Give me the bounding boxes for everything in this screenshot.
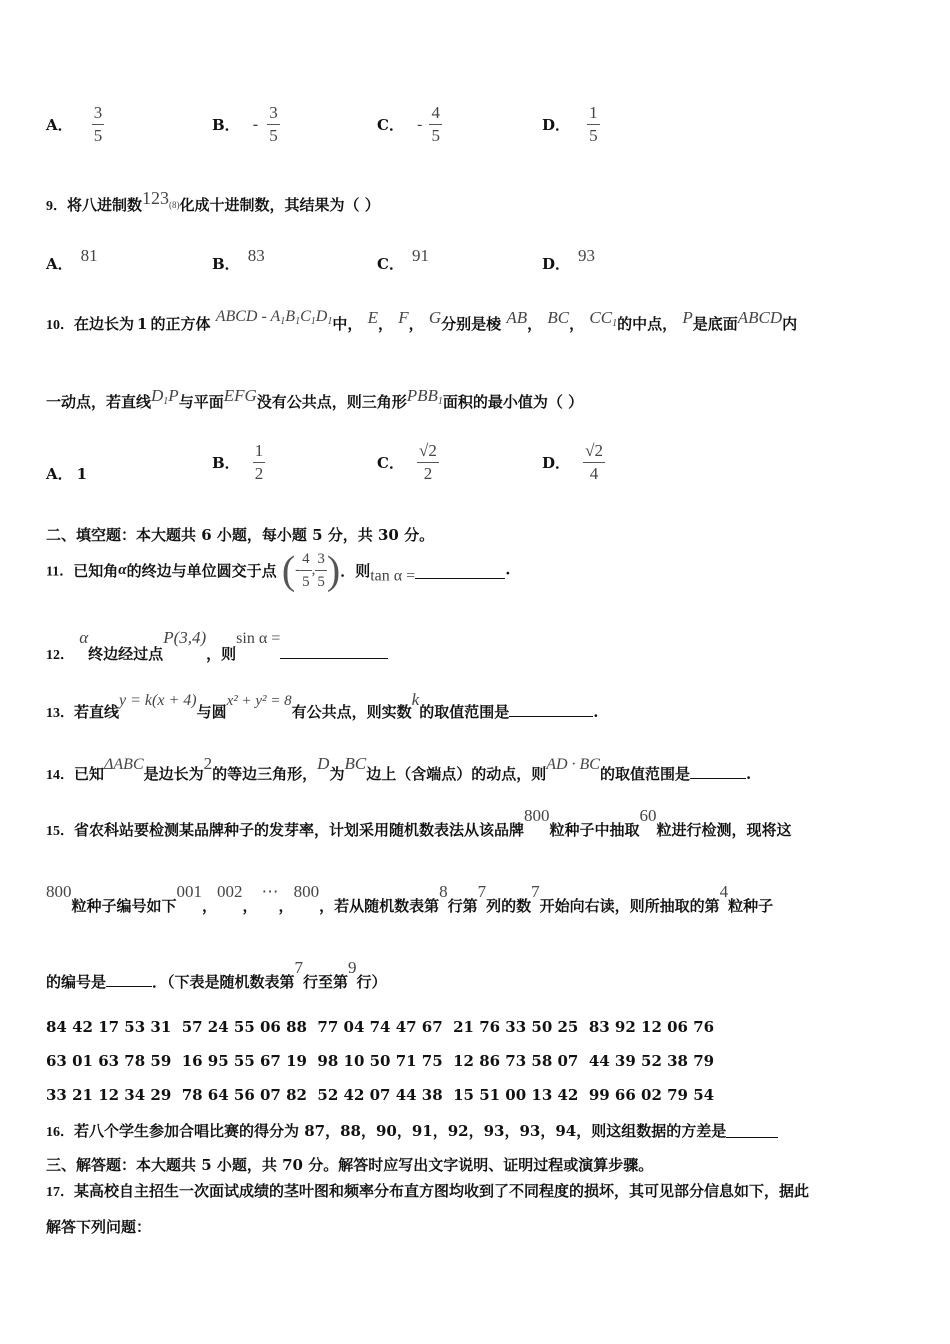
table-row-end: 9 <box>348 958 357 977</box>
side-bc: BC <box>344 754 367 773</box>
q15-text: 的编号是 <box>46 973 107 991</box>
q15-text: 粒种子 <box>728 897 774 915</box>
q10-text: 的正方体 <box>150 315 211 333</box>
question-number: 16． <box>46 1125 74 1140</box>
q10-text: 一动点，若直线 <box>46 393 152 411</box>
numerator: √2 <box>417 440 439 463</box>
code-002: 002 <box>217 882 243 901</box>
fraction <box>267 102 280 147</box>
question-10-line-1 <box>46 308 797 334</box>
question-17-line-1 <box>46 1180 809 1201</box>
numerator: 4 <box>300 548 312 571</box>
comma: ， <box>278 897 294 915</box>
numerator: √2 <box>583 440 605 463</box>
answer-blank[interactable] <box>726 1123 778 1138</box>
q10-text: 中， <box>332 315 363 333</box>
q13-text: 有公共点，则实数 <box>291 703 412 721</box>
denominator: 2 <box>254 464 264 483</box>
option-label: D． <box>542 454 571 472</box>
option-label: A． <box>46 465 73 483</box>
circle-equation: x² + y² = 8 <box>226 693 292 709</box>
period: . <box>593 703 599 721</box>
denominator: 5 <box>431 126 440 145</box>
random-table-row: 33 21 12 34 29 78 64 56 07 82 52 42 07 44 38 15 51 00 13 42 99 66 02 79 54 <box>46 1086 715 1104</box>
q17-text: 某高校自主招生一次面试成绩的茎叶图和频率分布直方图均收到了不同程度的损坏，其可见部分信息如下，据此 <box>74 1182 810 1200</box>
q9-option-c <box>377 246 429 274</box>
denominator: 4 <box>589 464 599 483</box>
q9-base: (8) <box>169 200 180 210</box>
triangle-abc: ΔABC <box>104 756 144 773</box>
numerator: 1 <box>253 440 266 463</box>
minus-sign: - <box>417 115 423 133</box>
comma: ， <box>408 315 424 333</box>
base-abcd: ABCD <box>737 308 783 327</box>
q10-option-b <box>212 440 265 485</box>
q16-text: 若八个学生参加合唱比赛的得分为 87，88，90，91，92，93，93，94，则这组数据的方差是 <box>74 1122 727 1140</box>
q10-option-c <box>377 440 439 485</box>
option-label: D． <box>542 116 571 134</box>
tan-expression: tan α = <box>370 567 416 585</box>
comma: ， <box>569 315 585 333</box>
cube-name: ABCD - $A_1B_1C_1D_1$ <box>215 308 333 327</box>
edge-cc-label: CC <box>589 308 613 327</box>
line-d1p: $D_1P$ <box>151 386 179 407</box>
section-2-heading: 二、填空题：本大题共 6 小题，每小题 5 分，共 30 分。 <box>46 526 435 544</box>
q15-text: 省农科站要检测某品牌种子的发芽率，计划采用随机数表法从该品牌 <box>74 821 525 839</box>
option-label: B． <box>212 255 240 273</box>
question-13 <box>46 690 598 722</box>
q9-option-a <box>46 246 98 274</box>
q9-text: 将八进制数 <box>67 196 143 214</box>
question-number: 12． <box>46 648 74 663</box>
d-label: D <box>151 386 164 405</box>
q10-text: 在边长为 <box>74 315 135 333</box>
sin-expression: sin α = <box>236 630 281 647</box>
q11-text: 已知角 <box>73 562 119 580</box>
option-label: B． <box>212 116 240 134</box>
question-15-line-1 <box>46 806 792 840</box>
q15-text: 列的数 <box>486 897 532 915</box>
q15-text: 行） <box>356 973 387 991</box>
question-15-line-2 <box>46 882 773 916</box>
q10-text: 1 <box>137 315 148 333</box>
answer-blank[interactable] <box>509 702 593 717</box>
question-number: 11． <box>46 564 74 580</box>
side-length: 2 <box>203 754 213 773</box>
q10-text: 内 <box>782 315 798 333</box>
question-number: 17． <box>46 1185 74 1200</box>
numerator: 4 <box>429 102 442 125</box>
fourth-number: 4 <box>719 882 729 901</box>
q15-text: 开始向右读，则所抽取的第 <box>539 897 720 915</box>
comma: ， <box>377 315 393 333</box>
q11-text: 的终边与单位圆交于点 <box>126 562 277 580</box>
period: . <box>746 765 752 783</box>
q9-option-b <box>212 246 265 274</box>
question-10-line-2 <box>46 386 583 412</box>
denominator: 5 <box>269 126 278 145</box>
q10-text: 没有公共点，则三角形 <box>256 393 407 411</box>
variable-k: k <box>411 690 420 709</box>
q11-text: ．则 <box>340 562 371 580</box>
q15-text: ，若从随机数表第 <box>319 897 440 915</box>
q8-option-c <box>377 102 442 147</box>
q10-text: 是底面 <box>692 315 738 333</box>
question-number: 9． <box>46 199 67 214</box>
point-e: E <box>367 308 378 327</box>
point-p: P <box>682 308 693 327</box>
left-paren: ( <box>281 547 296 593</box>
fraction <box>253 440 266 485</box>
option-label: A． <box>46 116 73 134</box>
q8-option-a <box>46 102 104 147</box>
option-label: B． <box>212 454 240 472</box>
question-number: 13． <box>46 706 74 721</box>
q15-text: 行第 <box>447 897 478 915</box>
section-3-heading: 三、解答题：本大题共 5 小题，共 70 分。解答时应写出文字说明、证明过程或演算步骤。 <box>46 1156 654 1174</box>
point-g: G <box>428 308 442 327</box>
denominator: 2 <box>423 464 433 483</box>
q10-text: 的中点， <box>617 315 678 333</box>
question-12 <box>46 628 388 664</box>
seed-count: 800 <box>46 882 72 901</box>
q9-text-2: 化成十进制数，其结果为（ ） <box>179 196 380 214</box>
option-value: 1 <box>76 465 88 483</box>
alpha-symbol: α <box>79 628 89 647</box>
question-14 <box>46 754 751 784</box>
q15-text: ．（下表是随机数表第 <box>152 973 295 991</box>
minus-sign: - <box>252 115 259 133</box>
numerator: 3 <box>315 548 327 571</box>
option-label: C． <box>377 116 404 134</box>
fraction <box>92 102 105 147</box>
answer-blank[interactable] <box>415 564 505 579</box>
denominator: 5 <box>302 574 310 590</box>
right-paren: ) <box>326 547 341 593</box>
q10-text: 与平面 <box>178 393 224 411</box>
comma: ， <box>202 897 218 915</box>
edge-cc1: $CC_1$ <box>589 308 618 329</box>
option-label: A． <box>46 255 73 273</box>
option-label: D． <box>542 255 571 273</box>
question-number: 15． <box>46 824 74 839</box>
denominator: 5 <box>589 126 598 145</box>
q14-text: 的等边三角形， <box>212 765 318 783</box>
question-number: 14． <box>46 768 74 783</box>
q9-option-d <box>542 246 595 274</box>
q10-option-a <box>46 463 87 484</box>
q13-text: 与圆 <box>196 703 227 721</box>
q9-octal-number: 123 <box>142 188 170 208</box>
q14-text: 为 <box>329 765 345 783</box>
alpha-symbol: α <box>118 562 127 578</box>
q15-text: 粒进行检测，现将这 <box>656 821 792 839</box>
option-value: 93 <box>578 246 596 265</box>
q15-text: 行至第 <box>303 973 349 991</box>
fraction <box>587 102 600 147</box>
point-p: P(3,4) <box>163 628 207 647</box>
question-11 <box>46 548 510 593</box>
comma: , <box>311 562 316 578</box>
q10-text: 分别是棱 <box>441 315 502 333</box>
q15-text: 粒种子中抽取 <box>549 821 640 839</box>
question-15-line-3 <box>46 958 387 992</box>
answer-blank[interactable] <box>690 764 746 779</box>
sample-count: 60 <box>639 806 657 825</box>
question-number: 10． <box>46 318 74 333</box>
q12-text: ，则 <box>206 645 237 663</box>
numerator: 3 <box>92 102 105 125</box>
seed-count: 800 <box>524 806 550 825</box>
q10-option-d <box>542 440 605 485</box>
comma: ， <box>242 897 258 915</box>
answer-blank[interactable] <box>106 972 152 987</box>
line-equation: y = k(x + 4) <box>119 692 197 709</box>
code-800: 800 <box>293 882 320 901</box>
q14-text: 是边长为 <box>143 765 204 783</box>
period: . <box>505 560 511 579</box>
q13-text: 的取值范围是 <box>419 703 510 721</box>
option-value: 91 <box>411 246 429 265</box>
point-d: D <box>317 754 330 773</box>
option-label: C． <box>377 255 404 273</box>
numerator: 1 <box>587 102 600 125</box>
dot-product: AD · BC <box>546 756 600 773</box>
fraction-x <box>300 548 312 593</box>
start-number: 7 <box>531 882 540 901</box>
fraction <box>417 440 439 485</box>
pbb-label: PBB <box>406 386 438 405</box>
edge-ab: AB <box>506 308 528 327</box>
q14-text: 已知 <box>74 765 105 783</box>
question-9 <box>46 188 380 215</box>
option-value: 81 <box>80 246 98 265</box>
denominator: 5 <box>93 126 103 145</box>
fraction <box>583 440 605 485</box>
random-table-row: 63 01 63 78 59 16 95 55 67 19 98 10 50 71 75 12 86 73 58 07 44 39 52 38 79 <box>46 1052 715 1070</box>
q8-option-d <box>542 102 600 147</box>
q15-text: 粒种子编号如下 <box>71 897 177 915</box>
numerator: 3 <box>267 102 280 125</box>
table-row-start: 7 <box>294 958 304 977</box>
edge-bc: BC <box>547 308 570 327</box>
option-value: 83 <box>247 246 265 265</box>
q12-text: 终边经过点 <box>88 645 164 663</box>
q14-text: 边上（含端点）的动点，则 <box>366 765 547 783</box>
cube-label: ABCD - A <box>215 308 281 325</box>
q8-option-b <box>212 102 280 147</box>
ellipsis: ⋯ <box>261 882 279 901</box>
random-table-row: 84 42 17 53 31 57 24 55 06 88 77 04 74 47 67 21 76 33 50 25 83 92 12 06 76 <box>46 1018 715 1036</box>
q10-text: 面积的最小值为（ ） <box>442 393 584 411</box>
point-f: F <box>398 308 409 327</box>
option-label: C． <box>377 454 404 472</box>
triangle-pbb1: $PBB_1$ <box>406 386 443 407</box>
q14-text: 的取值范围是 <box>599 765 690 783</box>
code-001: 001 <box>176 882 203 901</box>
answer-blank[interactable] <box>280 644 388 659</box>
question-17-line-2: 解答下列问题： <box>46 1218 152 1236</box>
question-16 <box>46 1120 778 1141</box>
column-number: 7 <box>477 882 487 901</box>
denominator: 5 <box>317 574 325 590</box>
fraction-y <box>315 548 327 593</box>
fraction <box>429 102 442 147</box>
comma: ， <box>527 315 543 333</box>
minus-sign: - <box>295 562 301 578</box>
plane-efg: EFG <box>223 386 257 405</box>
q13-text: 若直线 <box>74 703 120 721</box>
row-number: 8 <box>439 882 448 901</box>
